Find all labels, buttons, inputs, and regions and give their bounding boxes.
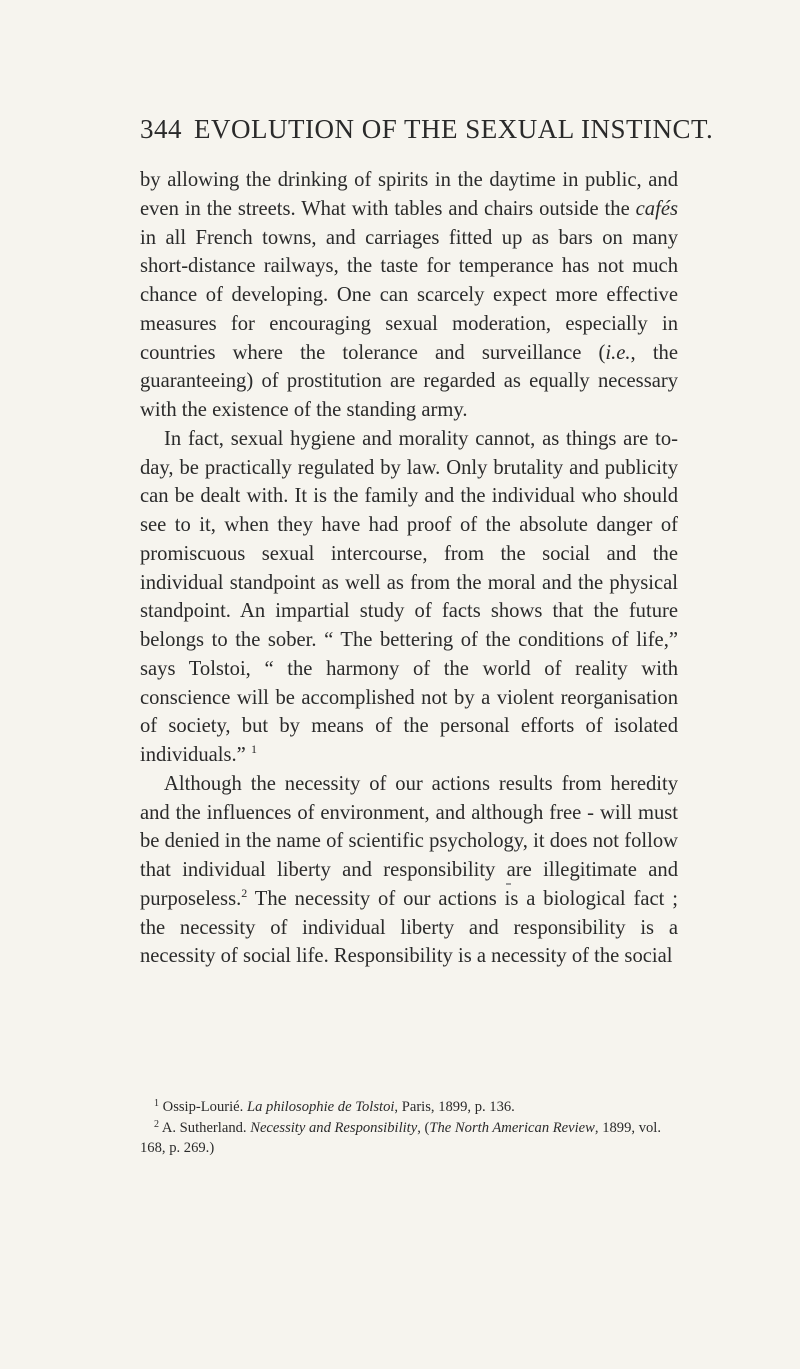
- text-run: The necessity of our actions is a biological fact ; the necessity of individual liberty and responsibility is a necessity of social life. Responsibility is a necessity of the social: [140, 887, 678, 968]
- paragraph-2: [140, 425, 678, 770]
- footnote-mark: 2: [154, 1118, 159, 1130]
- text-run: by allowing the drinking of spirits in the daytime in public, and even in the streets. What with tables and chairs outside the: [140, 169, 678, 220]
- italic-run: cafés: [635, 197, 678, 220]
- footnotes: [140, 1097, 678, 1159]
- footnote-rest: , (: [417, 1119, 430, 1136]
- footnote-rest: , 1899, vol. 168, p. 269.): [140, 1119, 661, 1156]
- footnote-author: A. Sutherland.: [159, 1119, 251, 1136]
- page-number: 344: [140, 114, 182, 144]
- footnote-journal: The North American Review: [429, 1119, 595, 1136]
- paragraph-1: [140, 166, 678, 425]
- footnote-title: Necessity and Responsibility: [250, 1119, 418, 1136]
- running-head: [140, 114, 714, 145]
- footnote-ref-1: 1: [250, 742, 257, 756]
- text-run: in all French towns, and carriages fitted up as bars on many short-distance railways, the taste for temperance has not much chance of developing. One can scarcely expect more effective measures for encouraging sexual moderation, especially in countries where the tolerance and surveillance (: [140, 226, 678, 364]
- text-run: Although the necessity of our actions results from heredity and the influences of environment, and although free - will must be denied in the name of scientific psychology, it does not follow that individual liberty and responsibility are illegitimate and purposeless.: [140, 772, 678, 910]
- italic-run: i.e.: [605, 341, 631, 364]
- paragraph-3: [140, 770, 678, 971]
- footnote-rest: , Paris, 1899, p. 136.: [394, 1099, 515, 1115]
- body-text: [140, 166, 678, 971]
- footnote-author: Ossip-Lourié.: [159, 1099, 247, 1115]
- running-title: EVOLUTION OF THE SEXUAL INSTINCT.: [194, 114, 714, 144]
- footnote-mark: 1: [154, 1098, 159, 1109]
- footnote-1: [140, 1097, 678, 1118]
- footnote-ref-2: 2: [241, 885, 248, 900]
- text-run: In fact, sexual hygiene and morality cannot, as things are to-day, be practically regulated by law. Only brutality and publicity can be dealt with. It is the family and the individual who should see to it, when they have had proof of the absolute danger of promiscuous sexual intercourse, from the social and the individual standpoint as well as from the moral and the physical standpoint. An impartial study of facts shows that the future belongs to the sober. “ The bettering of the conditions of life,” says Tolstoi, “ the harmony of the world of reality with conscience will be accomplished not by a violent reorganisation of society, but by means of the personal efforts of isolated individuals.”: [140, 427, 678, 766]
- footnote-2: [140, 1118, 678, 1159]
- stray-mark: [506, 883, 511, 885]
- footnote-title: La philosophie de Tolstoi: [246, 1099, 395, 1115]
- text-run: , the guaranteeing) of prostitution are regarded as equally necessary with the existence of the standing army.: [140, 341, 678, 421]
